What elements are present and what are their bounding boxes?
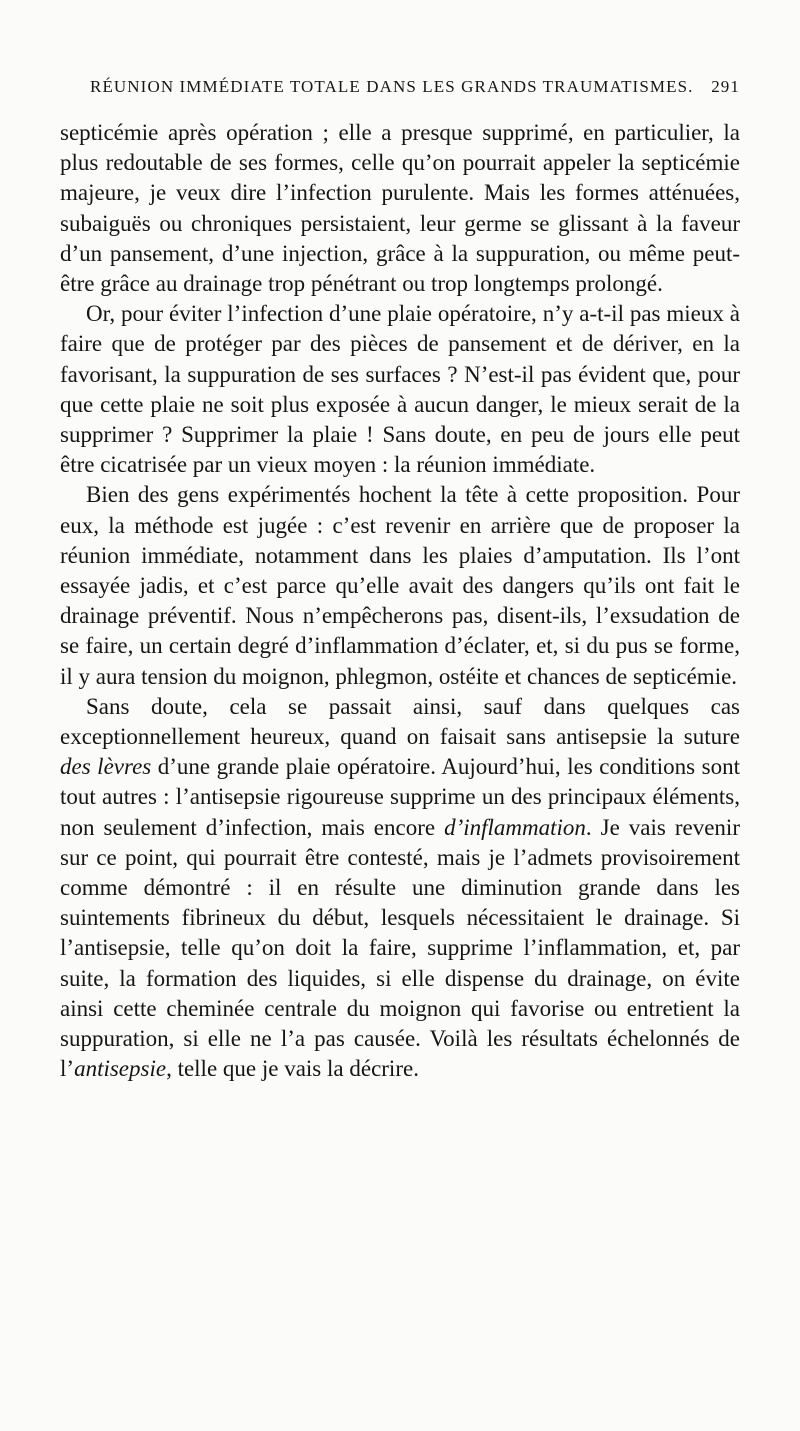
paragraph-4-part-3: d’une grande plaie opératoire. Aujourd’hui, les conditions sont tout autres : l’antisepsie rigoureuse supprime un des principaux éléments, non seulement d’infection, mais encore [60, 754, 740, 840]
body-text [60, 118, 740, 1085]
italic-des-levres: des lèvres [60, 754, 152, 780]
paragraph-1: septicémie après opération ; elle a presque supprimé, en particulier, la plus redoutable de ses formes, celle qu’on pourrait appeler la septicémie majeure, je veux dire l’infection purulente. Mais les formes atténuées, subaiguës ou chroniques persistaient, leur germe se glissant à la faveur d’un pansement, d’une injection, grâce à la suppuration, ou même peut-être grâce au drainage trop pénétrant ou trop longtemps prolongé. [60, 120, 740, 297]
paragraph-4-part-1: Sans doute, cela se passait ainsi, sauf dans quelques cas exceptionnellement heureux, quand on faisait sans antisepsie la suture [60, 693, 740, 750]
paragraph-4-part-7: , telle que je vais la décrire. [166, 1056, 419, 1082]
paragraph-2: Or, pour éviter l’infection d’une plaie opératoire, n’y a-t-il pas mieux à faire que de protéger par des pièces de pansement et de dériver, en la favorisant, la suppuration de ses surfaces ? N’est-il pas évident que, pour que cette plaie ne soit plus exposée à aucun danger, le mieux serait de la supprimer ? Supprimer la plaie ! Sans doute, en peu de jours elle peut être cicatrisée par un vieux moyen : la réunion immédiate. [60, 301, 740, 478]
running-header [90, 77, 740, 101]
italic-antisepsie: antisepsie [74, 1056, 167, 1082]
page-number: 291 [711, 77, 740, 96]
italic-inflammation: d’inflammation [444, 814, 586, 840]
paragraph-3: Bien des gens expérimentés hochent la tête à cette proposition. Pour eux, la méthode est jugée : c’est revenir en arrière que de proposer la réunion immédiate, notamment dans les plaies d’amputation. Ils l’ont essayée jadis, et c’est parce qu’elle avait des dangers qu’ils ont fait le drainage préventif. Nous n’empêcherons pas, disent-ils, l’exsudation de se faire, un certain degré d’inflammation d’éclater, et, si du pus se forme, il y aura tension du moignon, phlegmon, ostéite et chances de septicémie. [60, 482, 740, 689]
paragraph-4-part-5: . Je vais revenir sur ce point, qui pourrait être contesté, mais je l’admets provisoirement comme démontré : il en résulte une diminution grande dans les suintements fibrineux du début, lesquels nécessitaient le drainage. Si l’antisepsie, telle qu’on doit la faire, supprime l’inflammation, et, par suite, la formation des liquides, si elle dispense du drainage, on évite ainsi cette cheminée centrale du moignon qui favorise ou entretient la suppuration, si elle ne l’a pas causée. Voilà les résultats échelonnés de l’ [60, 814, 740, 1082]
paragraph-4 [60, 692, 740, 1085]
running-title: RÉUNION IMMÉDIATE TOTALE DANS LES GRANDS TRAUMATISMES. [90, 77, 694, 96]
